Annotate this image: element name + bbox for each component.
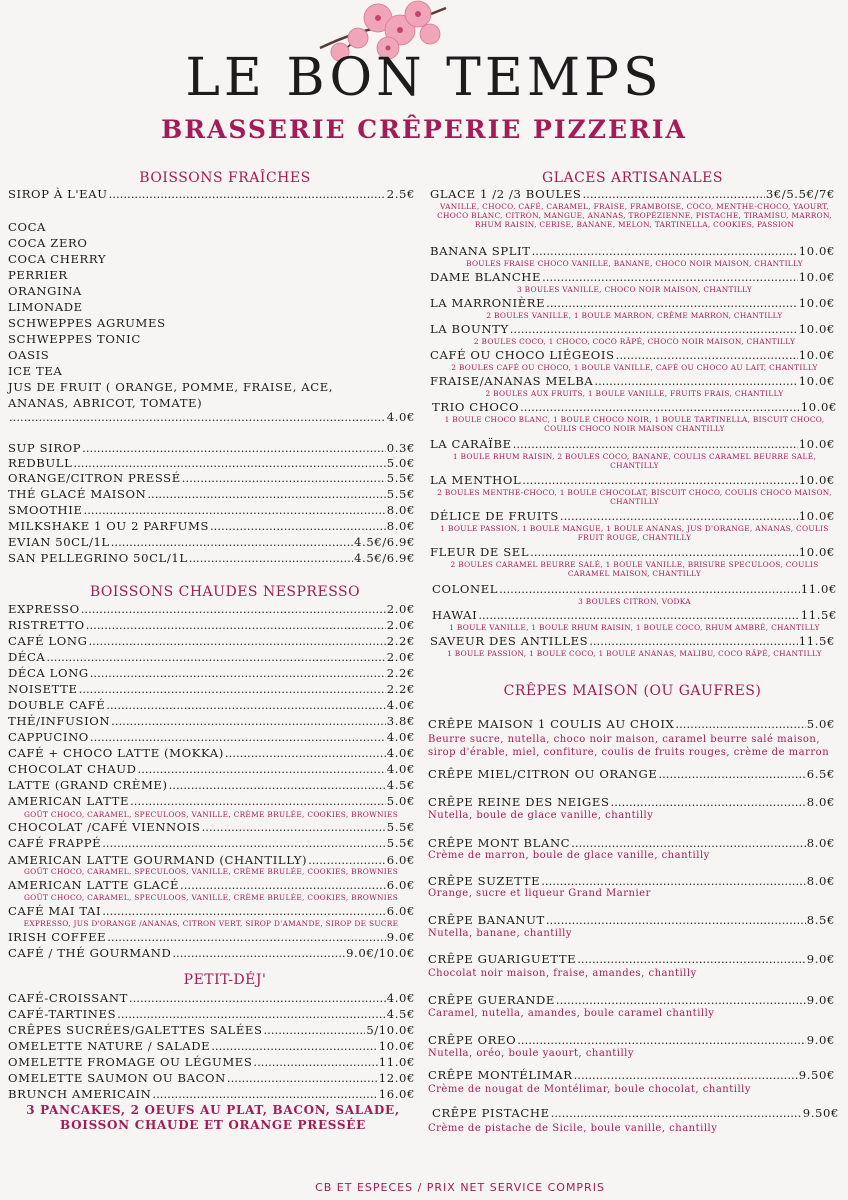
item-description: 1 BOULE PASSION, 1 BOULE COCO, 1 BOULE ANANAS, MALIBU, COCO RÂPÉ, CHANTILLY <box>447 649 822 658</box>
item-description: Chocolat noir maison, fraise, amandes, chantilly <box>428 968 697 979</box>
menu-item: DÉCA ..... 2.0€ <box>8 650 415 664</box>
menu-item: CAPPUCINO ..... 4.0€ <box>8 730 415 744</box>
item-description: VANILLE, CHOCO, CAFÉ, CARAMEL, FRAISE, FRAMBOISE, COCO, MENTHE-CHOCO, YAOURT, CHOCO BLANC, CITRON, MANGUE, ANANAS, TROPÉZIENNE, PISTACHE, TIRAMISU, MARRON, RHUM RAISIN, CERISE, BANANE, MELON, TARTINELLA, COOKIES, PASSION <box>437 202 832 230</box>
soda-item: COCA <box>8 220 47 234</box>
soda-item: COCA CHERRY <box>8 252 107 266</box>
item-description: 1 BOULE PASSION, 1 BOULE MANGUE, 1 BOULE ANANAS, JUS D'ORANGE, ANANAS, COULIS FRUIT ROUGE, CHANTILLY <box>440 524 829 543</box>
menu-item: CRÊPE MONT BLANC ..... 8.0€ <box>428 836 835 850</box>
menu-item: OMELETTE FROMAGE OU LÉGUMES ..... 11.0€ <box>8 1055 415 1069</box>
menu-item: CAFÉ OU CHOCO LIÉGEOIS ..... 10.0€ <box>430 348 835 362</box>
menu-item: CRÊPE REINE DES NEIGES ..... 8.0€ <box>428 795 835 809</box>
menu-item: CRÊPE SUZETTE ..... 8.0€ <box>428 874 835 888</box>
menu-item: CRÊPE OREO ..... 9.0€ <box>428 1033 835 1047</box>
brunch-note-line-2: BOISSON CHAUDE ET ORANGE PRESSÉE <box>60 1118 366 1132</box>
menu-item: EVIAN 50CL/1L ..... 4.5€/6.9€ <box>8 535 415 549</box>
menu-item: COLONEL ..... 11.0€ <box>432 582 837 596</box>
menu-item: EXPRESSO ..... 2.0€ <box>8 602 415 616</box>
menu-item: OMELETTE NATURE / SALADE ..... 10.0€ <box>8 1039 415 1053</box>
brunch-note-line-1: 3 PANCAKES, 2 OEUFS AU PLAT, BACON, SALADE, <box>26 1103 400 1117</box>
menu-item: CAFÉ LONG ..... 2.2€ <box>8 634 415 648</box>
menu-item: BANANA SPLIT ..... 10.0€ <box>430 244 835 258</box>
item-description: 3 BOULES CITRON, VODKA <box>578 597 691 606</box>
item-description: 2 BOULES COCO, 1 CHOCO, COCO RÂPÉ, CHOCO NOIR MAISON, CHANTILLY <box>473 337 796 346</box>
flavour-note: GOÛT CHOCO, CARAMEL, SPECULOOS, VANILLE, CRÈME BRULÉE, COOKIES, BROWNIES <box>23 867 399 876</box>
menu-item: AMERICAN LATTE GOURMAND (CHANTILLY) ..... 6.0€ <box>8 853 415 867</box>
juice-line-2: ANANAS, ABRICOT, TOMATE) <box>8 396 203 410</box>
menu-item: CRÊPE PISTACHE ..... 9.50€ <box>432 1106 839 1120</box>
menu-item: DÉLICE DE FRUITS ..... 10.0€ <box>430 509 835 523</box>
menu-item: CRÊPE GUARIGUETTE ..... 9.0€ <box>428 952 835 966</box>
menu-item: IRISH COFFEE ..... 9.0€ <box>8 930 415 944</box>
menu-item: CRÊPES SUCRÉES/GALETTES SALÉES ..... 5/10.0€ <box>8 1023 415 1037</box>
soda-item: LIMONADE <box>8 300 83 314</box>
menu-item: CHOCOLAT CHAUD ..... 4.0€ <box>8 762 415 776</box>
menu-item-sirop: SIROP À L'EAU ..... 2.5€ <box>8 187 415 201</box>
menu-item: CHOCOLAT /CAFÉ VIENNOIS ..... 5.5€ <box>8 820 415 834</box>
soda-price-line: ..... 4.0€ <box>8 410 415 424</box>
item-description: Nutella, boule de glace vanille, chantilly <box>428 810 654 821</box>
menu-item: CRÊPE MIEL/CITRON OU ORANGE ..... 6.5€ <box>428 767 835 781</box>
menu-item: FLEUR DE SEL ..... 10.0€ <box>430 545 835 559</box>
menu-item: SAN PELLEGRINO 50CL/1L ..... 4.5€/6.9€ <box>8 551 415 565</box>
item-description: 2 BOULES AUX FRUITS, 1 BOULE VANILLE, FRUITS FRAIS, CHANTILLY <box>485 389 784 398</box>
menu-item: TRIO CHOCO ..... 10.0€ <box>432 400 837 414</box>
menu-item: THÉ/INFUSION ..... 3.8€ <box>8 714 415 728</box>
soda-item: ICE TEA <box>8 364 63 378</box>
menu-item: CAFÉ + CHOCO LATTE (MOKKA) ..... 4.0€ <box>8 746 415 760</box>
menu-item: SMOOTHIE ..... 8.0€ <box>8 503 415 517</box>
soda-item: SCHWEPPES TONIC <box>8 332 141 346</box>
flavour-note: GOÛT CHOCO, CARAMEL, SPECULOOS, VANILLE, CRÈME BRULÉE, COOKIES, BROWNIES <box>23 810 399 819</box>
menu-item: SUP SIROP ..... 0.3€ <box>8 441 415 455</box>
item-description: Orange, sucre et liqueur Grand Marnier <box>428 888 651 899</box>
soda-item: PERRIER <box>8 268 68 282</box>
item-description: Beurre sucre, nutella, choco noir maison, caramel beurre salé maison, sirop d'érable, miel, confiture, coulis de fruits rouges, crème de marron <box>428 734 830 758</box>
page-title: LE BON TEMPS <box>185 48 663 108</box>
page-subtitle: BRASSERIE CRÊPERIE PIZZERIA <box>161 115 687 144</box>
menu-item: CRÊPE MAISON 1 COULIS AU CHOIX ..... 5.0€ <box>428 717 835 731</box>
menu-item: CAFÉ-TARTINES ..... 4.5€ <box>8 1007 415 1021</box>
menu-item: FRAISE/ANANAS MELBA ..... 10.0€ <box>430 374 835 388</box>
menu-item: NOISETTE ..... 2.2€ <box>8 682 415 696</box>
menu-item: HAWAI ..... 11.5€ <box>432 608 837 622</box>
menu-item: MILKSHAKE 1 OU 2 PARFUMS ..... 8.0€ <box>8 519 415 533</box>
item-description: Nutella, banane, chantilly <box>428 928 573 939</box>
item-description: BOULES FRAISE CHOCO VANILLE, BANANE, CHOCO NOIR MAISON, CHANTILLY <box>466 259 803 268</box>
menu-item: CAFÉ / THÉ GOURMAND ..... 9.0€/10.0€ <box>8 946 415 960</box>
juice-line-1: JUS DE FRUIT ( ORANGE, POMME, FRAISE, ACE, <box>8 380 334 394</box>
menu-item: DÉCA LONG ..... 2.2€ <box>8 666 415 680</box>
item-description: 1 BOULE VANILLE, 1 BOULE RHUM RAISIN, 1 BOULE COCO, RHUM AMBRÉ, CHANTILLY <box>449 623 820 632</box>
section-title-boissons-fraiches: BOISSONS FRAÎCHES <box>139 170 311 186</box>
brunch-description <box>8 1103 418 1133</box>
soda-item: SCHWEPPES AGRUMES <box>8 316 166 330</box>
section-title-crepes: CRÊPES MAISON (OU GAUFRES) <box>503 683 762 699</box>
menu-item: LA MENTHOL ..... 10.0€ <box>430 473 835 487</box>
soda-item: OASIS <box>8 348 50 362</box>
menu-item: SAVEUR DES ANTILLES ..... 11.5€ <box>430 634 835 648</box>
soda-item: ORANGINA <box>8 284 82 298</box>
menu-item: AMERICAN LATTE GLACÉ ..... 6.0€ <box>8 878 415 892</box>
menu-item: CAFÉ MAI TAI ..... 6.0€ <box>8 904 415 918</box>
item-description: 2 BOULES CAFÉ OU CHOCO, 1 BOULE VANILLE, CAFÉ OU CHOCO AU LAIT, CHANTILLY <box>451 363 818 372</box>
section-title-petit-dej: PETIT-DÉJ' <box>183 972 267 988</box>
menu-item: DOUBLE CAFÉ ..... 4.0€ <box>8 698 415 712</box>
menu-item: RISTRETTO ..... 2.0€ <box>8 618 415 632</box>
mai-tai-description: EXPRESSO, JUS D'ORANGE /ANANAS, CITRON VERT, SIROP D'AMANDE, SIROP DE SUCRE <box>23 919 399 928</box>
soda-item: COCA ZERO <box>8 236 88 250</box>
item-description: 3 BOULES VANILLE, CHOCO NOIR MAISON, CHANTILLY <box>516 285 753 294</box>
menu-item: OMELETTE SAUMON OU BACON ..... 12.0€ <box>8 1071 415 1085</box>
menu-item: LATTE (GRAND CRÈME) ..... 4.5€ <box>8 778 415 792</box>
item-description: 2 BOULES CARAMEL BEURRE SALÉ, 1 BOULE VANILLE, BRISURE SPECULOOS, COULIS CARAMEL MAISON, CHANTILLY <box>450 560 819 579</box>
flavour-note: GOÛT CHOCO, CARAMEL, SPECULOOS, VANILLE, CRÈME BRULÉE, COOKIES, BROWNIES <box>23 893 399 902</box>
item-description: Crème de marron, boule de glace vanille, chantilly <box>428 850 710 861</box>
footer-note: CB ET ESPECES / PRIX NET SERVICE COMPRIS <box>315 1181 605 1194</box>
item-description: Crème de pistache de Sicile, boule vanille, chantilly <box>428 1123 718 1134</box>
section-title-boissons-chaudes: BOISSONS CHAUDES NESPRESSO <box>89 584 361 600</box>
menu-item: CAFÉ FRAPPÉ ..... 5.5€ <box>8 836 415 850</box>
section-title-glaces: GLACES ARTISANALES <box>541 170 723 186</box>
item-description: 1 BOULE RHUM RAISIN, 2 BOULES COCO, BANANE, COULIS CARAMEL BEURRE SALÉ, CHANTILLY <box>452 452 817 471</box>
menu-item: CRÊPE MONTÉLIMAR ..... 9.50€ <box>428 1068 835 1082</box>
menu-item: LA CARAÏBE ..... 10.0€ <box>430 437 835 451</box>
menu-item: DAME BLANCHE ..... 10.0€ <box>430 270 835 284</box>
item-description: Caramel, nutella, amandes, boule caramel chantilly <box>428 1008 715 1019</box>
menu-item: REDBULL ..... 5.0€ <box>8 456 415 470</box>
menu-item: CAFÉ-CROISSANT ..... 4.0€ <box>8 991 415 1005</box>
menu-item: CRÊPE BANANUT ..... 8.5€ <box>428 913 835 927</box>
menu-item: AMERICAN LATTE ..... 5.0€ <box>8 794 415 808</box>
menu-item: LA MARRONIÈRE ..... 10.0€ <box>430 296 835 310</box>
menu-item: GLACE 1 /2 /3 BOULES ..... 3€/5.5€/7€ <box>430 187 835 201</box>
menu-item: LA BOUNTY ..... 10.0€ <box>430 322 835 336</box>
item-description: Crème de nougat de Montélimar, boule chocolat, chantilly <box>428 1084 751 1095</box>
item-description: 1 BOULE CHOCO BLANC, 1 BOULE CHOCO NOIR, 1 BOULE TARTINELLA, BISCUIT CHOCO, COULIS CHOCO NOIR MAISON CHANTILLY <box>444 415 825 434</box>
item-description: Nutella, oréo, boule yaourt, chantilly <box>428 1048 635 1059</box>
item-description: 2 BOULES MENTHE-CHOCO, 1 BOULE CHOCOLAT, BISCUIT CHOCO, COULIS CHOCO MAISON, CHANTILLY <box>437 488 832 507</box>
menu-item: BRUNCH AMERICAIN ..... 16.0€ <box>8 1087 415 1101</box>
menu-item: THÉ GLACÉ MAISON ..... 5.5€ <box>8 487 415 501</box>
menu-item: CRÊPE GUERANDE ..... 9.0€ <box>428 993 835 1007</box>
menu-item: ORANGE/CITRON PRESSÉ ..... 5.5€ <box>8 471 415 485</box>
item-description: 2 BOULES VANILLE, 1 BOULE MARRON, CRÈME MARRON, CHANTILLY <box>486 311 783 320</box>
